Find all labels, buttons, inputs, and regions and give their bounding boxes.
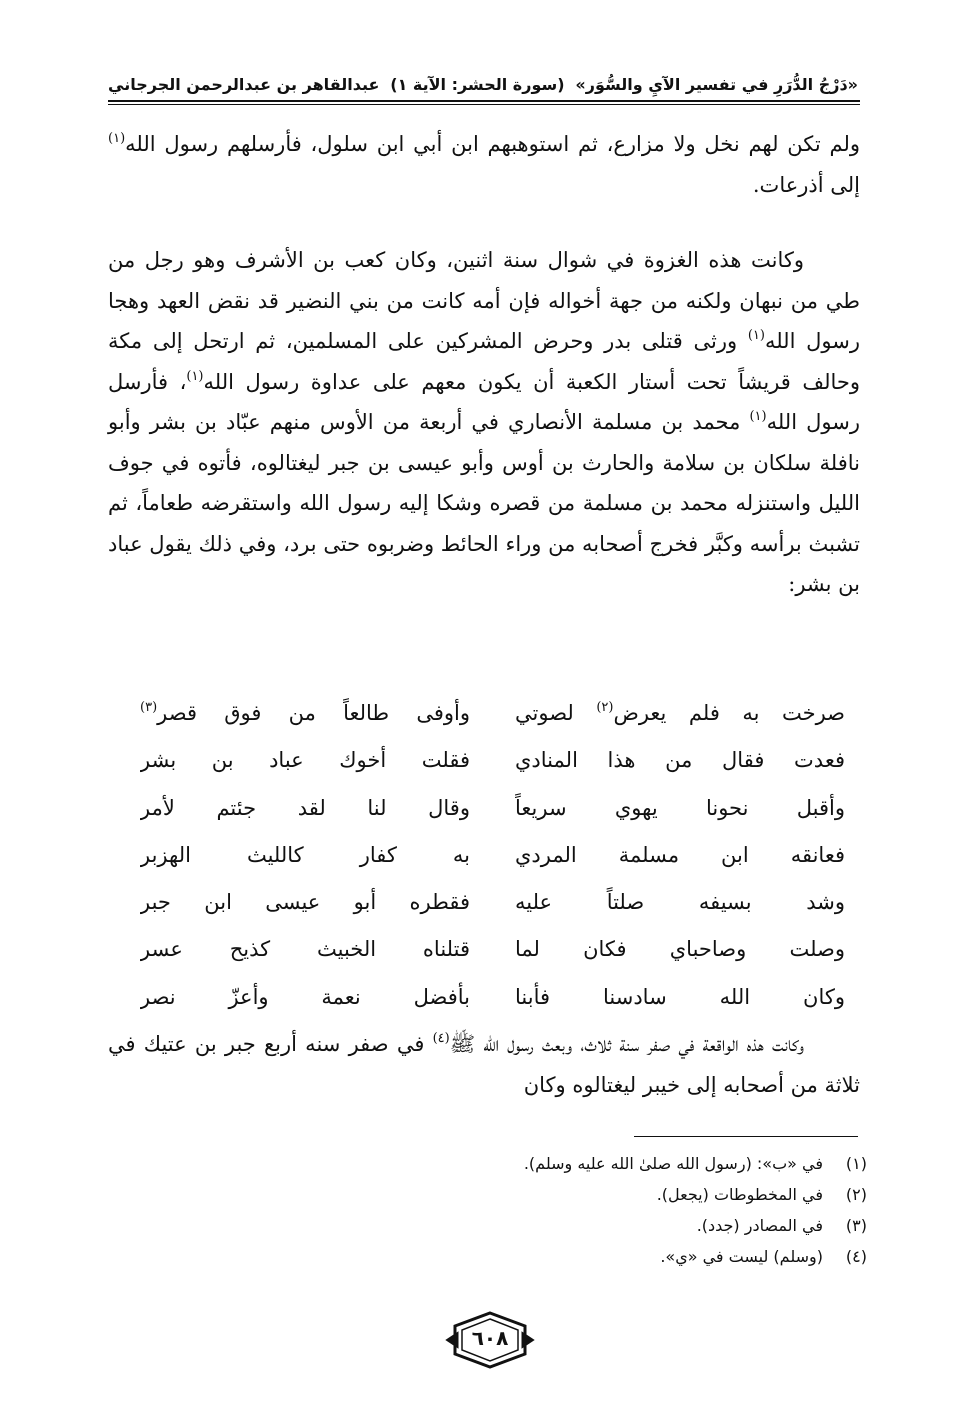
hemistich-text: وأقبل نحونا يهوي سريعاً: [515, 795, 845, 820]
paragraph-1: [108, 124, 860, 205]
verse-first-hemistich: [515, 785, 845, 832]
verse-first-hemistich: [515, 690, 845, 737]
hemistich-text: وشد بسيفه صلتاً عليه: [515, 890, 845, 915]
hemistich-text: وقال لنا لقد جئتم لأمر: [140, 795, 470, 820]
hemistich-text: بأفضل نعمة وأعزّ نصر: [140, 984, 470, 1009]
footnote-text: (وسلم) ليست في «ي».: [660, 1247, 823, 1266]
verse-second-hemistich: [140, 737, 470, 784]
header-surah-ref: (سورة الحشر: الآية ١): [390, 75, 565, 94]
footnote-separator: [634, 1136, 858, 1137]
footnote-ref: (١): [749, 409, 767, 424]
hemistich-text: وأوفى طالعاً من فوق قصر: [157, 701, 470, 725]
footnote-text: في «ب»: (رسول الله صلىٰ الله عليه وسلم).: [523, 1154, 823, 1173]
footnote: [167, 1241, 867, 1272]
hemistich-text: لصوتي: [515, 701, 597, 725]
footnote: [167, 1148, 867, 1179]
running-header: [108, 66, 858, 94]
footnote-text: في المصادر (جدد).: [696, 1216, 823, 1235]
paragraph-text: ورثى قتلى بدر وحرض المشركين على المسلمين، ثم ارتحل إلى مكة وحالف قريشاً تحت أستار الكعبة أن يكون معهم على عداوة رسول الله: [108, 329, 860, 394]
paragraph-text: محمد بن مسلمة الأنصاري في أربعة من الأوس منهم عبّاد بن بشر وأبو نافلة سلكان بن سلامة والحارث بن أوس وأبو عيسى بن جبر ليغتالوه، فأتوه في جوف الليل واستنزله محمد بن مسلمة من قصره وشكا إليه رسول الله واستقرضه طعاماً، ثم تشبث برأسه وكبَّر فخرج أصحابه من وراء الحائط وضربوه حتى برد، وفي ذلك يقول عباد بن بشر:: [108, 410, 860, 596]
verse-second-hemistich: [140, 690, 470, 737]
verse-second-hemistich: [140, 879, 470, 926]
hemistich-text: به كفار كالليث الهزبر: [140, 842, 470, 867]
header-author: عبدالقاهر بن عبدالرحمن الجرجاني: [108, 75, 380, 94]
paragraph-2: [108, 240, 860, 605]
verse-first-hemistich: [515, 879, 845, 926]
hemistich-text: قتلناه الخبيث كذيح عسر: [140, 937, 470, 962]
hemistich-text: وصلت وصاحباي فكان لما: [515, 937, 845, 962]
poem-verse: [140, 832, 845, 879]
hemistich-text: فقلت أخوك عباد بن بشر: [140, 748, 470, 773]
verse-first-hemistich: [515, 832, 845, 879]
header-book-title: «دَرْجُ الدُّرَرِ في تفسير الآيِ والسُّوَر»: [575, 75, 858, 94]
footnote-ref: (١): [108, 131, 126, 146]
footnote-ref: (٤): [432, 1031, 450, 1046]
footnotes: [167, 1148, 867, 1272]
footnote-ref: (٣): [140, 700, 158, 715]
page-number-ornament: [445, 1310, 535, 1370]
paragraph-text: ، فأرسل رسول الله: [108, 369, 860, 434]
paragraph-text: إلى أذرعات.: [752, 172, 860, 197]
poem: [140, 690, 845, 1021]
verse-second-hemistich: [140, 785, 470, 832]
footnote-number: (٣): [845, 1216, 867, 1235]
footnote-ref: (١): [747, 328, 765, 343]
poem-verse: [140, 690, 845, 737]
footnote-number: (١): [845, 1154, 867, 1173]
footnote-text: في المخطوطات (يجعل).: [656, 1185, 823, 1204]
page-number: ٦٠٨: [471, 1326, 509, 1350]
footnote-number: (٤): [845, 1247, 867, 1266]
verse-first-hemistich: [515, 974, 845, 1021]
poem-verse: [140, 879, 845, 926]
header-rule-thin: [108, 104, 860, 105]
hemistich-text: فعانقه ابن مسلمة المردي: [515, 842, 845, 867]
poem-verse: [140, 926, 845, 973]
footnote: [167, 1179, 867, 1210]
verse-first-hemistich: [515, 926, 845, 973]
paragraph-text: وكانت هذه الواقعة في صفر سنة ثلاث، وبعث رسول الله ﷺ: [449, 1032, 805, 1056]
paragraph-3: [108, 1024, 860, 1105]
verse-second-hemistich: [140, 974, 470, 1021]
footnote-ref: (٢): [596, 700, 614, 715]
hemistich-text: صرخت به فلم يعرض: [613, 701, 845, 725]
footnote: [167, 1210, 867, 1241]
poem-verse: [140, 737, 845, 784]
verse-second-hemistich: [140, 926, 470, 973]
footnote-ref: (١): [186, 368, 204, 384]
header-rule: [108, 100, 860, 102]
hemistich-text: فعدت فقال من هذا المنادي: [515, 748, 845, 773]
poem-verse: [140, 974, 845, 1021]
hemistich-text: فقطره أبو عيسى ابن جبر: [140, 890, 470, 915]
poem-verse: [140, 785, 845, 832]
paragraph-text: وكانت هذه الغزوة في شوال سنة اثنين، وكان كعب بن الأشرف وهو رجل من طي من نبهان ولكنه من جهة أخواله فإن أمه كانت من بني النضير قد نقض العهد وهجا رسول الله: [108, 248, 860, 353]
verse-first-hemistich: [515, 737, 845, 784]
paragraph-text: في صفر سنه أربع جبر بن عتيك في ثلاثة من أصحابه إلى خيبر ليغتالوه وكان: [108, 1032, 860, 1097]
footnote-number: (٢): [845, 1185, 867, 1204]
verse-second-hemistich: [140, 832, 470, 879]
paragraph-text: ولم تكن لهم نخل ولا مزارع، ثم استوهبهم ابن أبي ابن سلول، فأرسلهم رسول الله: [125, 132, 860, 156]
hemistich-text: وكان الله سادسنا فأبنا: [515, 984, 845, 1009]
